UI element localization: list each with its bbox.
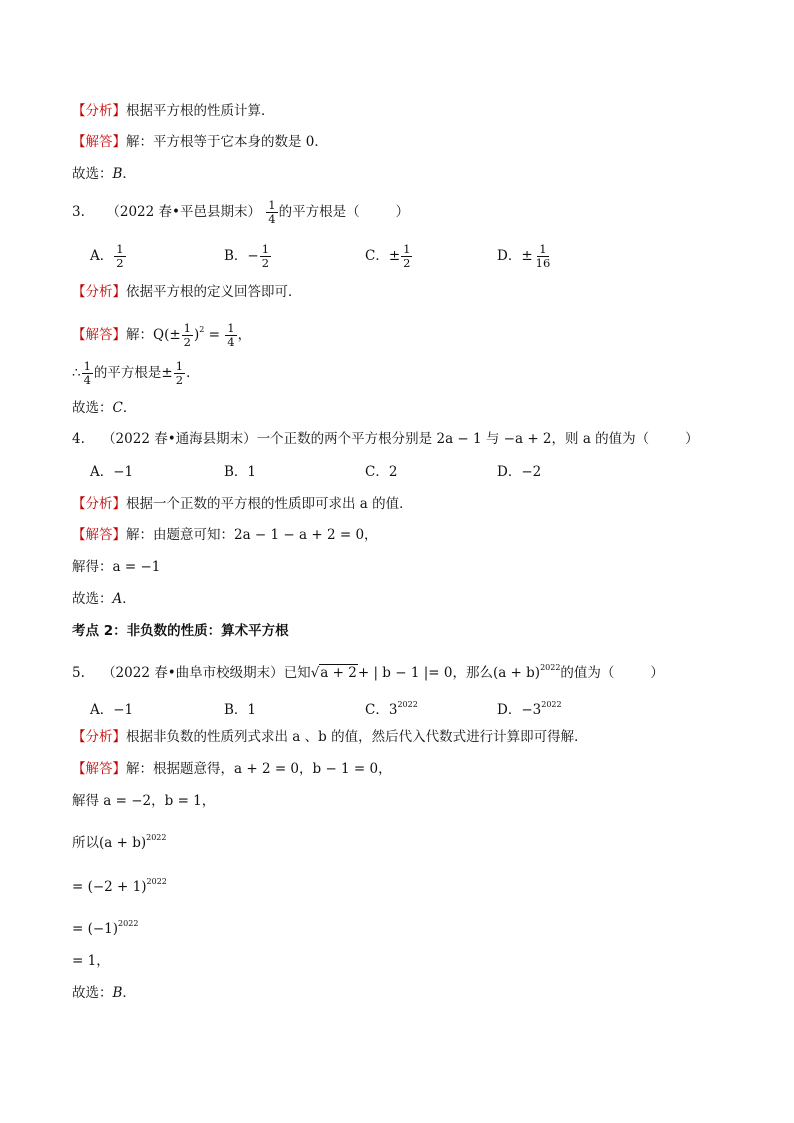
intro-choice: 故选：B．	[72, 166, 136, 182]
q3-option-b: B．− $\frac{1}{2}$	[224, 242, 270, 270]
fraction: $\frac{1}{4}$	[268, 198, 276, 226]
q3-option-d: D．± $\frac{1}{16}$	[497, 242, 551, 270]
q5-choice: 故选：B．	[72, 985, 136, 1001]
q4-option-c: C．2	[365, 464, 398, 480]
q3-option-c: C．± $\frac{1}{2}$	[365, 242, 411, 270]
question-source: （2022 春•平邑县期末）	[106, 204, 261, 220]
analysis-text: 根据平方根的性质计算．	[126, 103, 275, 119]
q5-solve: 解得 a = −2，b = 1，	[72, 793, 216, 809]
q4-option-b: B．1	[224, 464, 257, 480]
q5-option-d: D．$-3^{2022}$	[497, 700, 562, 718]
question-number: 3.	[72, 204, 85, 220]
choice-letter: B	[112, 166, 123, 182]
q4-choice: 故选：A．	[72, 591, 136, 607]
intro-answer	[72, 132, 328, 152]
q5-analysis: 【分析】根据非负数的性质列式求出 a 、b 的值，然后代入代数式进行计算即可得解．	[72, 729, 588, 745]
q5-answer: 【解答】解：根据题意得，a + 2 = 0，b − 1 = 0，	[72, 761, 392, 777]
answer-text: 解：平方根等于它本身的数是 0．	[126, 134, 328, 150]
section-title: 考点 2：非负数的性质：算术平方根	[72, 623, 289, 639]
q5-step2: = $(-2 + 1)^{2022}$	[72, 877, 167, 895]
q4-answer: 【解答】解：由题意可知：2a − 1 − a + 2 = 0，	[72, 527, 378, 543]
q5-stem: 5. （2022 春•曲阜市校级期末）已知√a + 2+ | b − 1 |= 0，那么$(a + b)^{2022}$的值为（ ）	[72, 663, 664, 681]
q3-stem: 3. （2022 春•平邑县期末） $\frac{1}{4}$ 的平方根是（ ）	[72, 198, 410, 226]
sqrt-expression: a + 2	[320, 665, 357, 681]
answer-tag: 【解答】	[72, 134, 126, 150]
q4-solve: 解得：a = −1	[72, 559, 161, 575]
intro-analysis	[72, 101, 275, 121]
analysis-tag: 【分析】	[72, 103, 126, 119]
q4-analysis: 【分析】根据一个正数的平方根的性质即可求出 a 的值．	[72, 496, 413, 512]
q5-step1: 所以$(a + b)^{2022}$	[72, 833, 167, 851]
q5-option-b: B．1	[224, 702, 257, 718]
q3-therefore: ∴ $\frac{1}{4}$ 的平方根是± $\frac{1}{2}$ ．	[72, 359, 200, 387]
q4-stem: 4. （2022 春•通海县期末）一个正数的两个平方根分别是 2a − 1 与 −a + 2，则 a 的值为（ ）	[72, 431, 699, 447]
q4-option-d: D．−2	[497, 464, 542, 480]
q4-option-a: A．−1	[90, 464, 134, 480]
q5-step4: = 1，	[72, 953, 110, 969]
q5-option-c: C．$3^{2022}$	[365, 700, 418, 718]
q3-analysis: 【分析】依据平方根的定义回答即可．	[72, 284, 302, 300]
q5-option-a: A．−1	[90, 702, 134, 718]
q3-answer: 【解答】解：Q(± $\frac{1}{2}$ )$^2$ = $\frac{1}{4}$ ，	[72, 321, 252, 349]
q3-option-a: A． $\frac{1}{2}$	[90, 242, 124, 270]
q5-step3: = $(-1)^{2022}$	[72, 919, 139, 937]
q3-choice: 故选：C．	[72, 400, 137, 416]
